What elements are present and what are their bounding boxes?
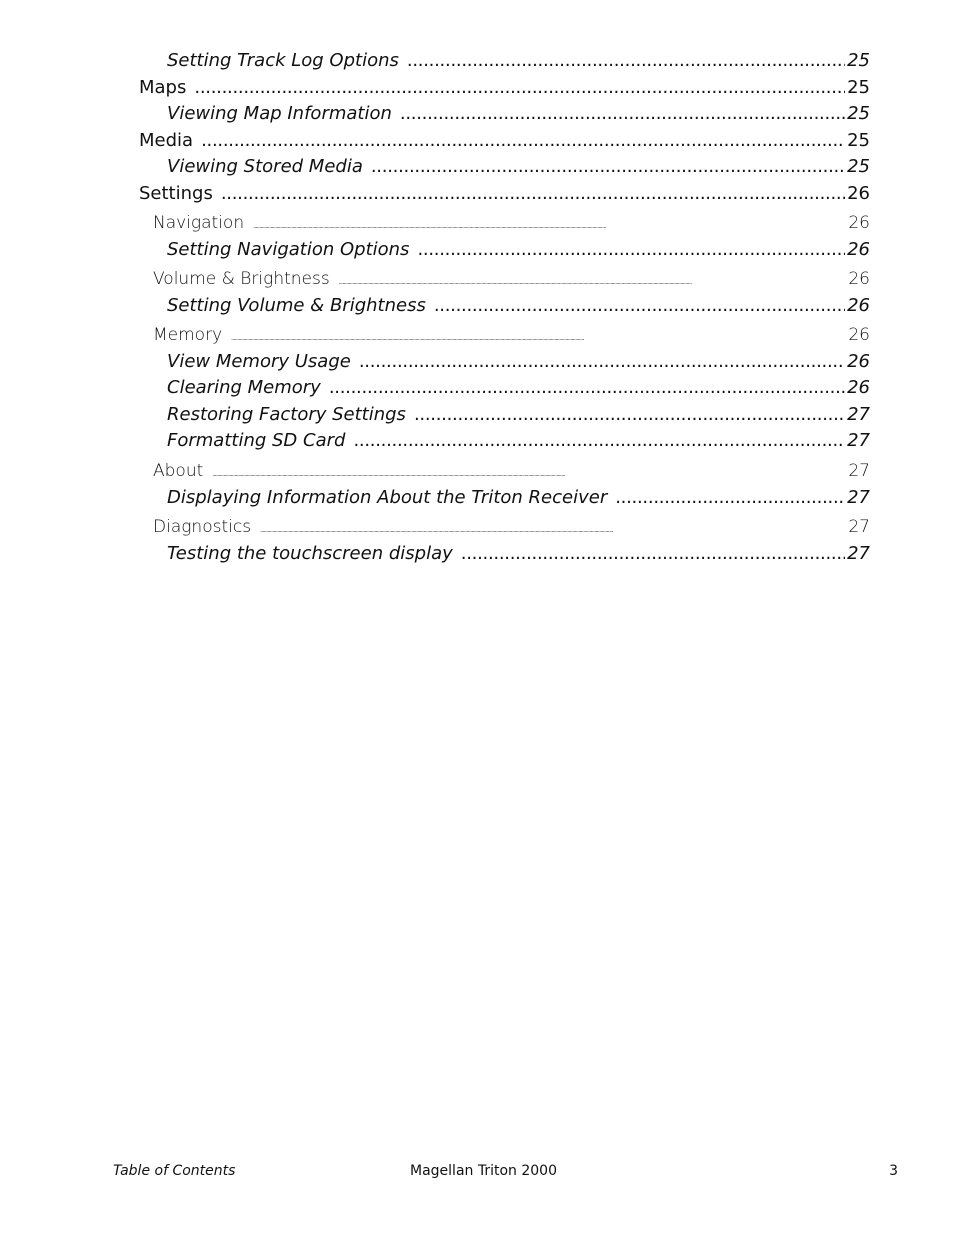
toc-entry-label: Restoring Factory Settings <box>167 404 406 425</box>
dot-leader <box>252 217 846 231</box>
dot-leader <box>434 295 845 317</box>
toc-entry-label: Navigation <box>153 213 245 233</box>
toc-entry-page: 25 <box>847 130 870 151</box>
toc-entry-formatting-sd-card[interactable] <box>167 430 870 452</box>
dot-leader <box>414 404 845 426</box>
toc-entry-testing-the-touchscreen-display[interactable] <box>167 543 870 565</box>
toc-entry-viewing-map-information[interactable] <box>167 103 870 125</box>
toc-entry-page: 26 <box>848 269 870 289</box>
toc-entry-page: 27 <box>847 487 870 508</box>
toc-entry-label: Media <box>139 130 194 151</box>
toc-entry-page: 27 <box>848 461 870 481</box>
toc-entry-page: 26 <box>848 325 870 345</box>
toc-entry-label: Volume & Brightness <box>153 269 330 289</box>
toc-entry-page: 25 <box>847 77 870 98</box>
toc-entry-page: 25 <box>847 103 870 124</box>
toc-entry-label: View Memory Usage <box>167 351 351 372</box>
toc-entry-page: 25 <box>847 156 870 177</box>
footer-page-number: 3 <box>889 1163 898 1179</box>
toc-entry-label: About <box>153 461 204 481</box>
toc-entry-clearing-memory[interactable] <box>167 377 870 399</box>
page-footer <box>0 1160 954 1184</box>
toc-entry-page: 26 <box>847 183 870 204</box>
footer-product-name: Magellan Triton 2000 <box>410 1163 557 1179</box>
toc-entry-label: Viewing Stored Media <box>167 156 363 177</box>
table-of-contents <box>0 0 954 600</box>
toc-entry-media[interactable] <box>139 130 870 152</box>
toc-entry-setting-track-log-options[interactable] <box>167 50 870 72</box>
toc-entry-page: 26 <box>847 351 870 372</box>
toc-entry-page: 27 <box>847 404 870 425</box>
toc-entry-label: Settings <box>139 183 213 204</box>
dot-leader <box>353 430 845 452</box>
toc-entry-viewing-stored-media[interactable] <box>167 156 870 178</box>
toc-entry-label: Memory <box>153 325 223 345</box>
toc-entry-label: Setting Navigation Options <box>167 239 410 260</box>
toc-entry-label: Displaying Information About the Triton Receiver <box>167 487 608 508</box>
toc-entry-restoring-factory-settings[interactable] <box>167 404 870 426</box>
toc-entry-page: 26 <box>847 377 870 398</box>
dot-leader <box>259 521 846 535</box>
toc-entry-label: Diagnostics <box>153 517 252 537</box>
toc-entry-page: 26 <box>847 239 870 260</box>
toc-entry-label: Maps <box>139 77 187 98</box>
dot-leader <box>221 183 845 205</box>
toc-entry-page: 25 <box>847 50 870 71</box>
dot-leader <box>211 465 846 479</box>
toc-entry-label: Formatting SD Card <box>167 430 346 451</box>
toc-entry-maps[interactable] <box>139 77 870 99</box>
dot-leader <box>615 487 845 509</box>
toc-entry-displaying-information-about-the-triton-receiver[interactable] <box>167 487 870 509</box>
toc-entry-setting-volume-brightness[interactable] <box>167 295 870 317</box>
dot-leader <box>417 239 845 261</box>
toc-entry-about[interactable] <box>153 461 870 481</box>
dot-leader <box>201 130 845 152</box>
dot-leader <box>400 103 845 125</box>
toc-entry-page: 27 <box>847 543 870 564</box>
toc-entry-view-memory-usage[interactable] <box>167 351 870 373</box>
toc-entry-diagnostics[interactable] <box>153 517 870 537</box>
toc-entry-memory[interactable] <box>153 325 870 345</box>
toc-entry-page: 26 <box>847 295 870 316</box>
dot-leader <box>407 50 845 72</box>
toc-entry-navigation[interactable] <box>153 213 870 233</box>
toc-entry-setting-navigation-options[interactable] <box>167 239 870 261</box>
toc-entry-volume-brightness[interactable] <box>153 269 870 289</box>
toc-entry-label: Setting Volume & Brightness <box>167 295 426 316</box>
dot-leader <box>338 273 847 287</box>
toc-entry-label: Viewing Map Information <box>167 103 392 124</box>
dot-leader <box>359 351 845 373</box>
toc-entry-label: Testing the touchscreen display <box>167 543 453 564</box>
toc-entry-page: 27 <box>848 517 870 537</box>
toc-entry-page: 27 <box>847 430 870 451</box>
toc-entry-label: Setting Track Log Options <box>167 50 399 71</box>
dot-leader <box>194 77 845 99</box>
toc-entry-settings[interactable] <box>139 183 870 205</box>
toc-entry-page: 26 <box>848 213 870 233</box>
footer-section-title: Table of Contents <box>113 1163 236 1179</box>
dot-leader <box>461 543 845 565</box>
dot-leader <box>371 156 845 178</box>
dot-leader <box>329 377 845 399</box>
toc-entry-label: Clearing Memory <box>167 377 321 398</box>
dot-leader <box>230 329 846 343</box>
